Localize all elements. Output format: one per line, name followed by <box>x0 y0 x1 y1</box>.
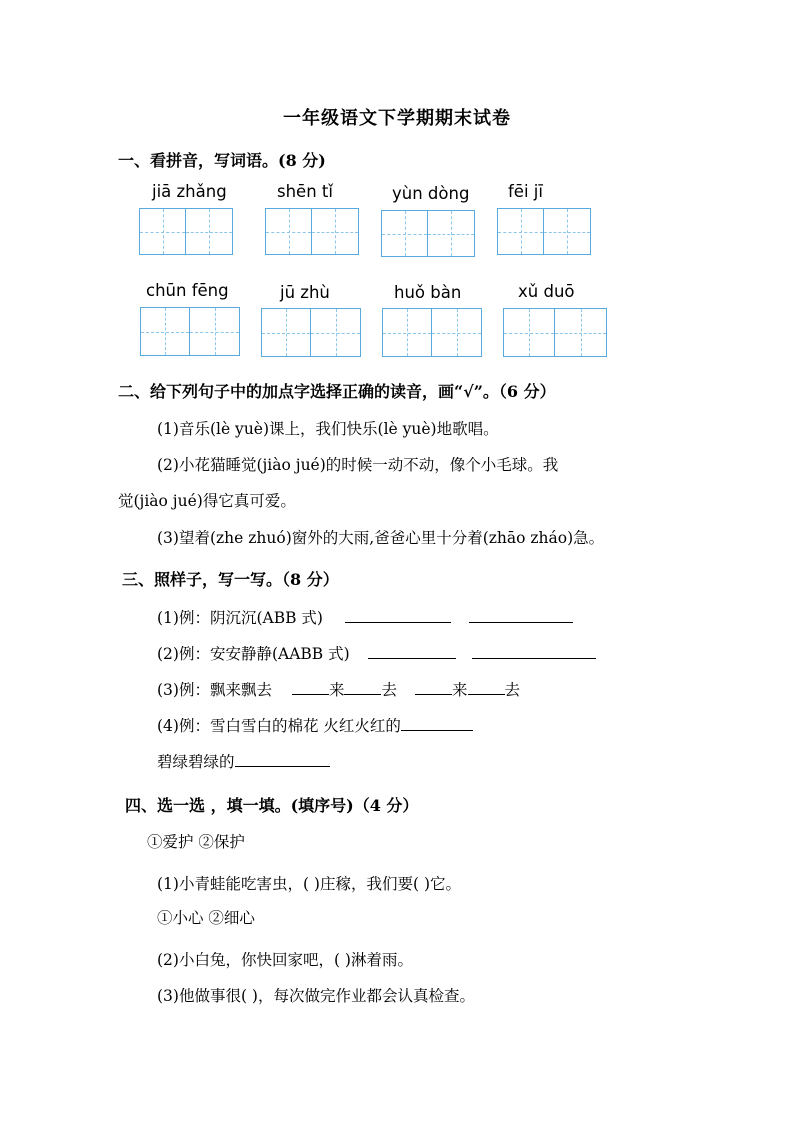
question-line: (1)音乐(lè yuè)课上，我们快乐(lè yuè)地歌唱。 <box>157 420 499 438</box>
section1-heading: 一、看拼音，写词语。(8 分) <box>118 151 326 170</box>
pattern-char: 来 <box>452 681 468 699</box>
writing-cell[interactable] <box>139 208 186 255</box>
pattern-char: 去 <box>504 681 521 699</box>
question-line <box>157 750 330 772</box>
writing-grid[interactable] <box>265 208 359 255</box>
pinyin-label: chūn fēng <box>146 281 229 300</box>
answer-blank[interactable] <box>344 679 381 695</box>
answer-blank[interactable] <box>415 679 452 695</box>
pinyin-label: huǒ bàn <box>394 283 462 302</box>
writing-cell[interactable] <box>381 210 428 257</box>
writing-grid[interactable] <box>382 308 482 357</box>
question-line: (2)小花猫睡觉(jiào jué)的时候一动不动，像个小毛球。我 <box>157 456 559 474</box>
pinyin-label: shēn tǐ <box>277 182 333 201</box>
question-text: (3)例：飘来飘去 <box>157 681 272 699</box>
writing-cell[interactable] <box>265 208 312 255</box>
writing-grid[interactable] <box>139 208 233 255</box>
pattern-char: 去 <box>381 681 397 699</box>
writing-grid[interactable] <box>140 307 240 356</box>
answer-blank[interactable] <box>368 643 456 659</box>
answer-blank[interactable] <box>235 751 330 767</box>
writing-cell[interactable] <box>382 308 432 357</box>
writing-grid[interactable] <box>497 208 591 255</box>
question-text: (4)例：雪白雪白的棉花 火红火红的 <box>157 717 401 735</box>
question-line: (1)小青蛙能吃害虫，( )庄稼，我们要( )它。 <box>157 875 461 893</box>
pinyin-label: yùn dòng <box>392 184 470 203</box>
writing-grid[interactable] <box>503 308 607 357</box>
pattern-char: 来 <box>328 681 345 699</box>
pinyin-label: fēi jī <box>508 182 543 201</box>
question-line: 觉(jiào jué)得它真可爱。 <box>118 492 296 510</box>
question-line <box>157 642 596 664</box>
answer-blank[interactable] <box>345 607 451 623</box>
pinyin-label: jū zhù <box>280 283 330 302</box>
answer-blank[interactable] <box>401 715 473 731</box>
writing-cell[interactable] <box>503 308 555 357</box>
question-line: (3)望着(zhe zhuó)窗外的大雨,爸爸心里十分着(zhāo zháo)急。 <box>157 529 605 547</box>
writing-cell[interactable] <box>432 308 482 357</box>
writing-cell[interactable] <box>555 308 607 357</box>
question-line: (3)他做事很( )，每次做完作业都会认真检查。 <box>157 987 475 1005</box>
options-line: ①小心 ②细心 <box>157 909 255 927</box>
question-text: (1)例：阴沉沉(ABB 式) <box>157 609 323 627</box>
page-title: 一年级语文下学期期末试卷 <box>283 108 511 129</box>
writing-cell[interactable] <box>428 210 475 257</box>
writing-cell[interactable] <box>186 208 233 255</box>
section4-heading: 四、选一选 ，填一填。(填序号)（4 分） <box>125 796 419 815</box>
answer-blank[interactable] <box>468 679 505 695</box>
pinyin-label: xǔ duō <box>518 282 575 301</box>
answer-blank[interactable] <box>292 679 329 695</box>
question-line: (2)小白兔，你快回家吧，( )淋着雨。 <box>157 951 413 969</box>
writing-grid[interactable] <box>381 210 475 257</box>
writing-cell[interactable] <box>311 308 361 357</box>
writing-cell[interactable] <box>261 308 311 357</box>
question-line <box>157 714 473 736</box>
pinyin-label: jiā zhǎng <box>152 182 227 201</box>
answer-blank[interactable] <box>469 607 573 623</box>
writing-cell[interactable] <box>140 307 190 356</box>
question-line <box>157 678 520 700</box>
writing-cell[interactable] <box>497 208 544 255</box>
question-text: 碧绿碧绿的 <box>157 753 235 771</box>
question-line <box>157 606 573 628</box>
section3-heading: 三、照样子，写一写。（8 分） <box>122 570 339 589</box>
writing-cell[interactable] <box>544 208 591 255</box>
question-text: (2)例：安安静静(AABB 式) <box>157 645 350 663</box>
writing-grid[interactable] <box>261 308 361 357</box>
answer-blank[interactable] <box>472 643 596 659</box>
writing-cell[interactable] <box>190 307 240 356</box>
section2-heading: 二、给下列句子中的加点字选择正确的读音，画“√”。（6 分） <box>118 382 556 401</box>
writing-cell[interactable] <box>312 208 359 255</box>
options-line: ①爱护 ②保护 <box>147 833 245 851</box>
